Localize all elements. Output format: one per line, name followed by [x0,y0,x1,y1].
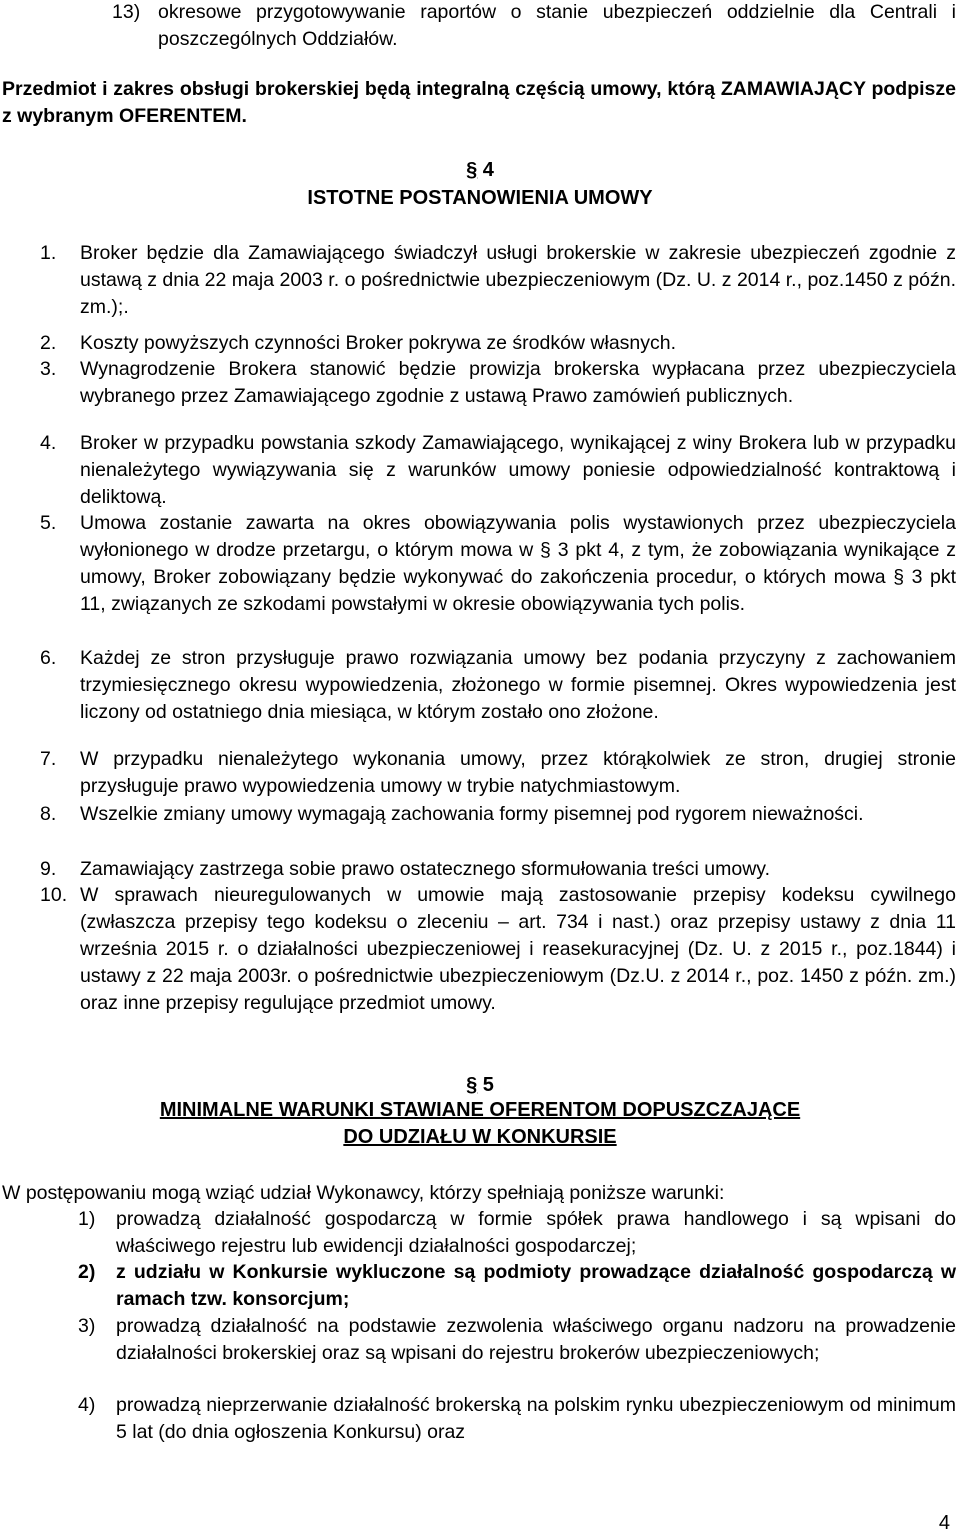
list-item-text: Wynagrodzenie Brokera stanowić będzie prowizja brokerska wypłacana przez ubezpieczyciela wybranego przez Zamawiającego zgodnie z ustawą Prawo zamówień publicznych. [80,358,956,407]
section-4-item-10 [40,882,956,1017]
list-item-number: 3. [40,358,57,380]
section-5-number [0,1072,960,1099]
section-4-item-5 [40,510,956,618]
list-item-number: 2. [40,332,57,354]
section-5-title-line-2: DO UDZIAŁU W KONKURSIE [343,1126,617,1148]
list-item-number: 1. [40,242,57,264]
list-item-text: Wszelkie zmiany umowy wymagają zachowania formy pisemnej pod rygorem nieważności. [80,803,864,825]
list-item-13 [112,0,956,53]
list-item-text: Koszty powyższych czynności Broker pokrywa ze środków własnych. [80,332,677,354]
section-5-item-3 [78,1313,956,1367]
section-4-item-2 [40,330,956,357]
list-item-text: W sprawach nieuregulowanych w umowie mają zastosowanie przepisy kodeksu cywilnego (zwłaszcza przepisy tego kodeksu o zleceniu – art. 734 i nast.) oraz przepisy ustawy z dnia 11 września 2015 r. o działalności ubezpieczeniowej i reasekuracyjnej (Dz. U. z 2015 r., poz.1844) i ustawy z 22 maja 2003r. o pośrednictwie ubezpieczeniowym (Dz.U. z 2014 r., poz. 1450 z późn. zm.) oraz inne przepisy regulujące przedmiot umowy. [80,884,956,1014]
list-item-text: Zamawiający zastrzega sobie prawo ostatecznego sformułowania treści umowy. [80,858,771,880]
section-4-item-8 [40,801,956,828]
section-5-item-2 [78,1259,956,1313]
list-item-number: 2) [78,1261,96,1283]
section-sign: § [466,1074,478,1096]
list-item-text: prowadzą działalność gospodarczą w formie spółek prawa handlowego i są wpisani do właściwego rejestru lub ewidencji działalności gospodarczej; [116,1208,956,1257]
section-5-item-1 [78,1206,956,1260]
list-item-text: z udziału w Konkursie wykluczone są podmioty prowadzące działalność gospodarczą w ramach tzw. konsorcjum; [116,1261,956,1310]
section-4-item-4 [40,430,956,511]
list-item-number: 6. [40,647,57,669]
section-number: 5 [482,1074,494,1096]
section-4-title: ISTOTNE POSTANOWIENIA UMOWY [307,187,653,209]
list-item-text: W przypadku nienależytego wykonania umowy, przez którąkolwiek ze stron, drugiej stronie przysługuje prawo wypowiedzenia umowy w trybie natychmiastowym. [80,748,956,797]
list-item-number: 4. [40,432,57,454]
list-item-text: Broker w przypadku powstania szkody Zamawiającego, wynikającej z winy Brokera lub w przypadku nienależytego wywiązywania się z warunków umowy poniesie odpowiedzialność kontraktową i deliktową. [80,432,956,508]
list-item-number: 10. [40,884,68,906]
list-item-number: 4) [78,1394,96,1416]
list-item-text: Każdej ze stron przysługuje prawo rozwiązania umowy bez podania przyczyny z zachowaniem trzymiesięcznego okresu wypowiedzenia, złożonego w formie pisemnej. Okres wypowiedzenia jest liczony od ostatniego dnia miesiąca, w którym zostało ono złożone. [80,647,956,723]
list-item-number: 8. [40,803,57,825]
section-4-item-7 [40,746,956,800]
section-4-number [0,157,960,184]
list-item-number: 9. [40,858,57,880]
list-item-text: prowadzą nieprzerwanie działalność brokerską na polskim rynku ubezpieczeniowym od minimum 5 lat (do dnia ogłoszenia Konkursu) oraz [116,1394,956,1443]
list-item-number: 3) [78,1315,96,1337]
list-item-number: 7. [40,748,57,770]
section-4-item-6 [40,645,956,726]
section-number: 4 [482,159,494,181]
list-item-text: okresowe przygotowywanie raportów o stanie ubezpieczeń oddzielnie dla Centrali i poszczególnych Oddziałów. [158,1,956,50]
section-4-item-1 [40,240,956,321]
page-number: 4 [938,1512,950,1534]
list-item-text: Broker będzie dla Zamawiającego świadczył usługi brokerskie w zakresie ubezpieczeń zgodnie z ustawą z dnia 22 maja 2003 r. o pośrednictwie ubezpieczeniowym (Dz. U. z 2014 r., poz.1450 z późn. zm.);. [80,242,956,318]
section-4-item-3 [40,356,956,410]
section-sign: § [466,159,478,181]
list-item-text: Umowa zostanie zawarta na okres obowiązywania polis wystawionych przez ubezpieczyciela wyłonionego w drodze przetargu, o którym mowa w § 3 pkt 4, z tym, że zobowiązania wynikające z umowy, Broker zobowiązany będzie wykonywać do zakończenia procedur, o których mowa § 3 pkt 11, związanych ze szkodami powstałymi w okresie obowiązywania tych polis. [80,512,956,615]
section-5-item-4 [78,1392,956,1446]
list-item-text: prowadzą działalność na podstawie zezwolenia właściwego organu nadzoru na prowadzenie działalności brokerskiej oraz są wpisani do rejestru brokerów ubezpieczeniowych; [116,1315,956,1364]
section-5-title-line-1: MINIMALNE WARUNKI STAWIANE OFERENTOM DOPUSZCZAJĄCE [159,1099,801,1121]
list-item-number: 13) [112,1,141,23]
section-4-item-9 [40,856,956,883]
intro-paragraph: Przedmiot i zakres obsługi brokerskiej będą integralną częścią umowy, którą ZAMAWIAJĄCY podpisze z wybranym OFERENTEM. [2,78,956,127]
section-5-intro: W postępowaniu mogą wziąć udział Wykonawcy, którzy spełniają poniższe warunki: [2,1182,725,1204]
list-item-number: 5. [40,512,57,534]
list-item-number: 1) [78,1208,96,1230]
